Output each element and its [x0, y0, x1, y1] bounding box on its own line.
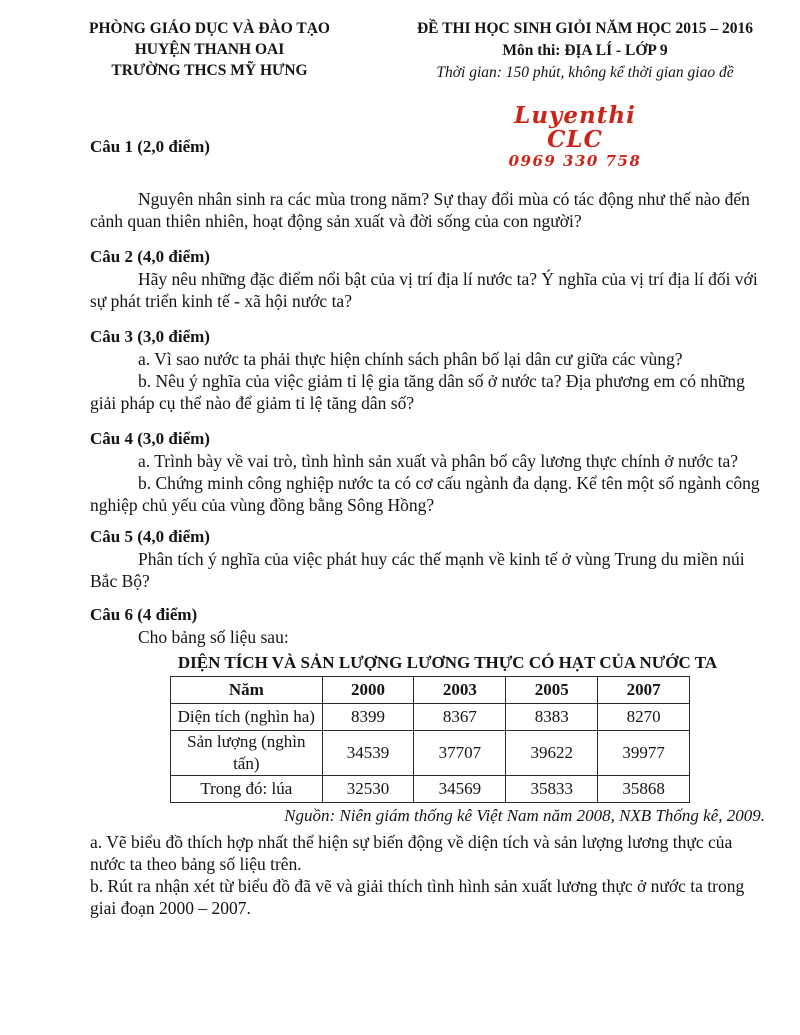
table-header-cell: 2000 [322, 677, 414, 704]
question-1-text: Nguyên nhân sinh ra các mùa trong năm? Sự thay đổi mùa có tác động như thế nào đến cảnh quan thiên nhiên, hoạt động sản xuất và đời sống của con người? [90, 189, 750, 231]
table-cell: 34569 [414, 776, 506, 803]
table-row [171, 677, 690, 704]
table-cell: 8270 [598, 704, 690, 731]
table-header-cell: 2005 [506, 677, 598, 704]
question-3b-text: b. Nêu ý nghĩa của việc giảm tỉ lệ gia tăng dân số ở nước ta? Địa phương em có những giải pháp cụ thể nào để giảm tỉ lệ tăng dân số? [90, 371, 745, 413]
exam-title-block [405, 18, 765, 84]
table-cell: 8399 [322, 704, 414, 731]
table-cell: 39977 [598, 731, 690, 776]
table-header-cell: Năm [171, 677, 323, 704]
table-header-cell: 2007 [598, 677, 690, 704]
grain-statistics-table [170, 676, 690, 803]
exam-duration: Thời gian: 150 phút, không kể thời gian giao đề [436, 64, 734, 81]
table-row [171, 704, 690, 731]
table-cell: Diện tích (nghìn ha) [171, 704, 323, 731]
question-4a-text: a. Trình bày về vai trò, tình hình sản xuất và phân bố cây lương thực chính ở nước ta? [138, 451, 739, 471]
issuing-authority-block [82, 18, 337, 84]
question-6-heading: Câu 6 (4 điểm) [90, 605, 198, 624]
table-cell: 32530 [322, 776, 414, 803]
question-2-heading: Câu 2 (4,0 điểm) [90, 247, 210, 266]
table-cell: Trong đó: lúa [171, 776, 323, 803]
district-line: HUYỆN THANH OAI [134, 41, 285, 58]
table-cell: 37707 [414, 731, 506, 776]
watermark-phone-number: 0969 330 758 [508, 152, 642, 170]
table-cell: 35833 [506, 776, 598, 803]
exam-title: ĐỀ THI HỌC SINH GIỎI NĂM HỌC 2015 – 2016 [416, 20, 753, 37]
school-line: TRƯỜNG THCS MỸ HƯNG [111, 62, 308, 79]
exam-subject: Môn thi: ĐỊA LÍ - LỚP 9 [502, 42, 668, 59]
question-6a-text: a. Vẽ biểu đồ thích hợp nhất thể hiện sự biến động về diện tích và sản lượng lương thực của nước ta theo bảng số liệu trên. [90, 832, 733, 874]
document-header [0, 0, 800, 84]
exam-body [0, 136, 800, 919]
table-body [171, 704, 690, 803]
question-4b-text: b. Chứng minh công nghiệp nước ta có cơ cấu ngành đa dạng. Kể tên một số ngành công nghiệp chủ yếu của vùng đồng bằng Sông Hồng? [90, 473, 760, 515]
table-cell: 34539 [322, 731, 414, 776]
question-6-intro: Cho bảng số liệu sau: [138, 627, 289, 647]
question-3-heading: Câu 3 (3,0 điểm) [90, 327, 210, 346]
table-cell: Sản lượng (nghìn tấn) [171, 731, 323, 776]
table-source-citation: Nguồn: Niên giám thống kê Việt Nam năm 2008, NXB Thống kê, 2009. [284, 806, 765, 825]
question-2-text: Hãy nêu những đặc điểm nổi bật của vị trí địa lí nước ta? Ý nghĩa của vị trí địa lí đối với sự phát triển kinh tế - xã hội nước ta? [90, 269, 758, 311]
data-table-title: DIỆN TÍCH VÀ SẢN LƯỢNG LƯƠNG THỰC CÓ HẠT CỦA NƯỚC TA [177, 653, 718, 672]
table-row [171, 731, 690, 776]
question-5-text: Phân tích ý nghĩa của việc phát huy các thế mạnh về kinh tế ở vùng Trung du miền núi Bắc Bộ? [90, 549, 745, 591]
watermark-brand-text: Luyenthi CLC [514, 102, 636, 153]
question-5-heading: Câu 5 (4,0 điểm) [90, 527, 210, 546]
department-line: PHÒNG GIÁO DỤC VÀ ĐÀO TẠO [89, 20, 330, 37]
table-cell: 39622 [506, 731, 598, 776]
question-6b-text: b. Rút ra nhận xét từ biểu đồ đã vẽ và giải thích tình hình sản xuất lương thực ở nước ta trong giai đoạn 2000 – 2007. [90, 876, 745, 918]
table-cell: 8383 [506, 704, 598, 731]
question-1-heading: Câu 1 (2,0 điểm) [90, 137, 210, 156]
table-cell: 35868 [598, 776, 690, 803]
question-3a-text: a. Vì sao nước ta phải thực hiện chính sách phân bố lại dân cư giữa các vùng? [138, 349, 683, 369]
table-row [171, 776, 690, 803]
table-header-row [171, 677, 690, 704]
question-4-heading: Câu 4 (3,0 điểm) [90, 429, 210, 448]
table-cell: 8367 [414, 704, 506, 731]
table-header-cell: 2003 [414, 677, 506, 704]
